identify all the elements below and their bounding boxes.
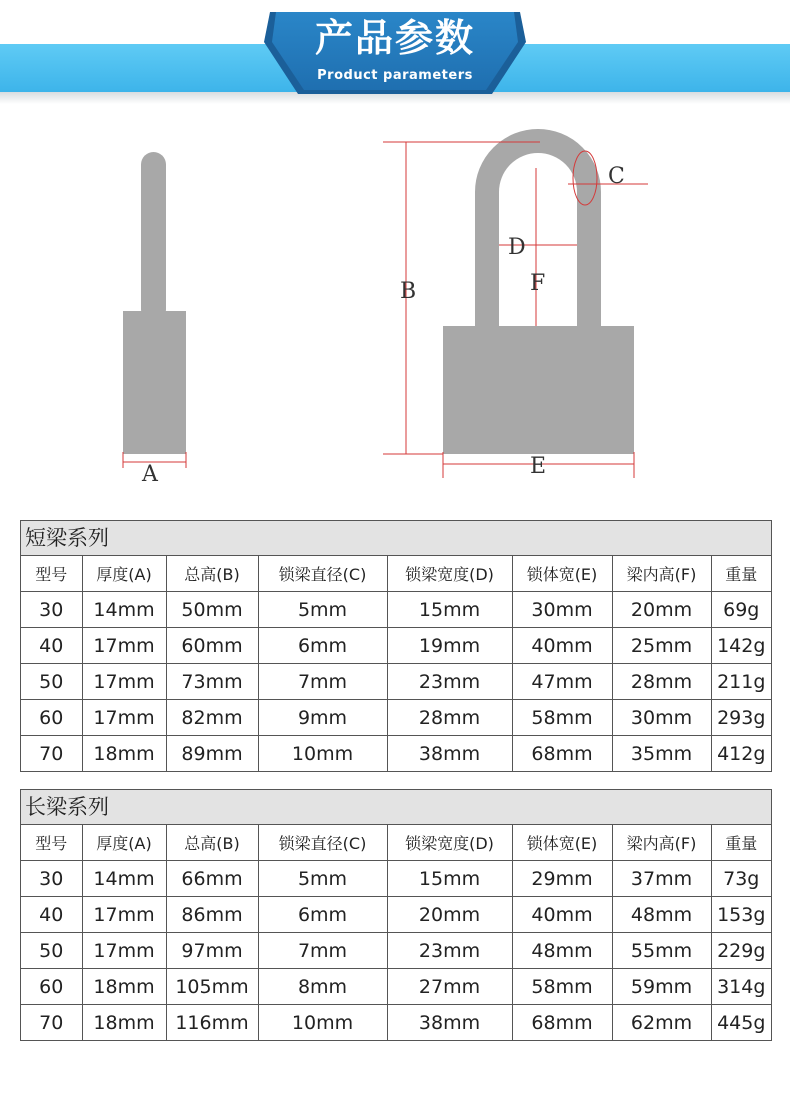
cell-inner-height: 25mm [612, 628, 711, 664]
cell-weight: 211g [711, 664, 771, 700]
cell-model: 60 [21, 700, 82, 736]
cell-thickness: 18mm [82, 1005, 166, 1041]
cell-model: 30 [21, 861, 82, 897]
cell-total-height: 105mm [166, 969, 258, 1005]
table-row [21, 664, 771, 700]
cell-body-width: 29mm [512, 861, 612, 897]
header-shackle-diameter: 锁梁直径(C) [258, 825, 387, 861]
table-row [21, 933, 771, 969]
cell-total-height: 116mm [166, 1005, 258, 1041]
cell-thickness: 17mm [82, 700, 166, 736]
header-banner [0, 0, 790, 110]
cell-body-width: 68mm [512, 1005, 612, 1041]
cell-weight: 293g [711, 700, 771, 736]
cell-total-height: 86mm [166, 897, 258, 933]
cell-shackle-width: 15mm [387, 861, 512, 897]
banner-subtitle: Product parameters [317, 68, 473, 83]
cell-total-height: 73mm [166, 664, 258, 700]
header-thickness: 厚度(A) [82, 556, 166, 592]
cell-weight: 142g [711, 628, 771, 664]
header-body-width: 锁体宽(E) [512, 825, 612, 861]
cell-shackle-width: 19mm [387, 628, 512, 664]
short-shackle-table [20, 520, 772, 772]
cell-thickness: 18mm [82, 736, 166, 772]
cell-total-height: 82mm [166, 700, 258, 736]
header-thickness: 厚度(A) [82, 825, 166, 861]
cell-total-height: 89mm [166, 736, 258, 772]
long-table-grid [21, 825, 771, 1040]
table-row [21, 592, 771, 628]
cell-weight: 445g [711, 1005, 771, 1041]
cell-body-width: 58mm [512, 700, 612, 736]
cell-inner-height: 48mm [612, 897, 711, 933]
cell-shackle-diameter: 10mm [258, 736, 387, 772]
header-shackle-width: 锁梁宽度(D) [387, 825, 512, 861]
cell-shackle-diameter: 7mm [258, 664, 387, 700]
header-shackle-width: 锁梁宽度(D) [387, 556, 512, 592]
cell-thickness: 18mm [82, 969, 166, 1005]
cell-inner-height: 55mm [612, 933, 711, 969]
cell-weight: 314g [711, 969, 771, 1005]
header-weight: 重量 [711, 825, 771, 861]
cell-model: 50 [21, 664, 82, 700]
cell-shackle-width: 23mm [387, 933, 512, 969]
cell-shackle-width: 20mm [387, 897, 512, 933]
cell-thickness: 17mm [82, 628, 166, 664]
cell-inner-height: 37mm [612, 861, 711, 897]
padlock-dimension-diagram [0, 120, 790, 500]
short-table-grid [21, 556, 771, 771]
cell-total-height: 60mm [166, 628, 258, 664]
table-row [21, 1005, 771, 1041]
cell-body-width: 40mm [512, 628, 612, 664]
cell-inner-height: 28mm [612, 664, 711, 700]
cell-shackle-diameter: 7mm [258, 933, 387, 969]
front-body [443, 326, 634, 454]
cell-model: 40 [21, 628, 82, 664]
cell-shackle-width: 23mm [387, 664, 512, 700]
cell-weight: 69g [711, 592, 771, 628]
cell-shackle-width: 28mm [387, 700, 512, 736]
cell-model: 40 [21, 897, 82, 933]
long-table-title: 长梁系列 [21, 790, 771, 825]
front-view-lock [443, 141, 634, 454]
cell-body-width: 47mm [512, 664, 612, 700]
cell-model: 60 [21, 969, 82, 1005]
table-row [21, 897, 771, 933]
cell-body-width: 30mm [512, 592, 612, 628]
header-weight: 重量 [711, 556, 771, 592]
table-row [21, 628, 771, 664]
cell-weight: 229g [711, 933, 771, 969]
cell-inner-height: 20mm [612, 592, 711, 628]
table-row [21, 700, 771, 736]
header-model: 型号 [21, 825, 82, 861]
cell-inner-height: 30mm [612, 700, 711, 736]
cell-model: 50 [21, 933, 82, 969]
cell-shackle-width: 38mm [387, 736, 512, 772]
label-d: D [508, 235, 526, 260]
cell-thickness: 14mm [82, 861, 166, 897]
cell-body-width: 48mm [512, 933, 612, 969]
cell-shackle-diameter: 8mm [258, 969, 387, 1005]
header-total-height: 总高(B) [166, 556, 258, 592]
header-body-width: 锁体宽(E) [512, 556, 612, 592]
cell-total-height: 50mm [166, 592, 258, 628]
table-row [21, 969, 771, 1005]
label-b: B [400, 279, 417, 304]
cell-inner-height: 59mm [612, 969, 711, 1005]
label-c: C [608, 164, 625, 189]
cell-weight: 412g [711, 736, 771, 772]
cell-model: 30 [21, 592, 82, 628]
cell-shackle-diameter: 6mm [258, 628, 387, 664]
header-inner-height: 梁内高(F) [612, 556, 711, 592]
cell-shackle-diameter: 6mm [258, 897, 387, 933]
header-shackle-diameter: 锁梁直径(C) [258, 556, 387, 592]
cell-thickness: 17mm [82, 933, 166, 969]
cell-weight: 153g [711, 897, 771, 933]
cell-thickness: 14mm [82, 592, 166, 628]
side-body [123, 311, 186, 454]
cell-weight: 73g [711, 861, 771, 897]
side-view-lock [123, 152, 186, 454]
cell-body-width: 58mm [512, 969, 612, 1005]
cell-model: 70 [21, 736, 82, 772]
short-table-title: 短梁系列 [21, 521, 771, 556]
cell-body-width: 68mm [512, 736, 612, 772]
cell-total-height: 66mm [166, 861, 258, 897]
cell-inner-height: 62mm [612, 1005, 711, 1041]
cell-body-width: 40mm [512, 897, 612, 933]
cell-model: 70 [21, 1005, 82, 1041]
cell-shackle-width: 27mm [387, 969, 512, 1005]
label-a: A [142, 462, 158, 487]
header-total-height: 总高(B) [166, 825, 258, 861]
banner-title: 产品参数 [314, 16, 475, 60]
table-row [21, 861, 771, 897]
table-header-row [21, 556, 771, 592]
cell-shackle-width: 15mm [387, 592, 512, 628]
side-shackle [141, 152, 166, 322]
cell-shackle-diameter: 5mm [258, 861, 387, 897]
cell-total-height: 97mm [166, 933, 258, 969]
label-f: F [530, 271, 546, 296]
header-inner-height: 梁内高(F) [612, 825, 711, 861]
long-shackle-table [20, 789, 772, 1041]
cell-shackle-diameter: 5mm [258, 592, 387, 628]
cell-inner-height: 35mm [612, 736, 711, 772]
cell-shackle-diameter: 10mm [258, 1005, 387, 1041]
table-row [21, 736, 771, 772]
label-e: E [530, 454, 547, 479]
table-header-row [21, 825, 771, 861]
cell-thickness: 17mm [82, 897, 166, 933]
header-model: 型号 [21, 556, 82, 592]
cell-shackle-diameter: 9mm [258, 700, 387, 736]
cell-shackle-width: 38mm [387, 1005, 512, 1041]
cell-thickness: 17mm [82, 664, 166, 700]
